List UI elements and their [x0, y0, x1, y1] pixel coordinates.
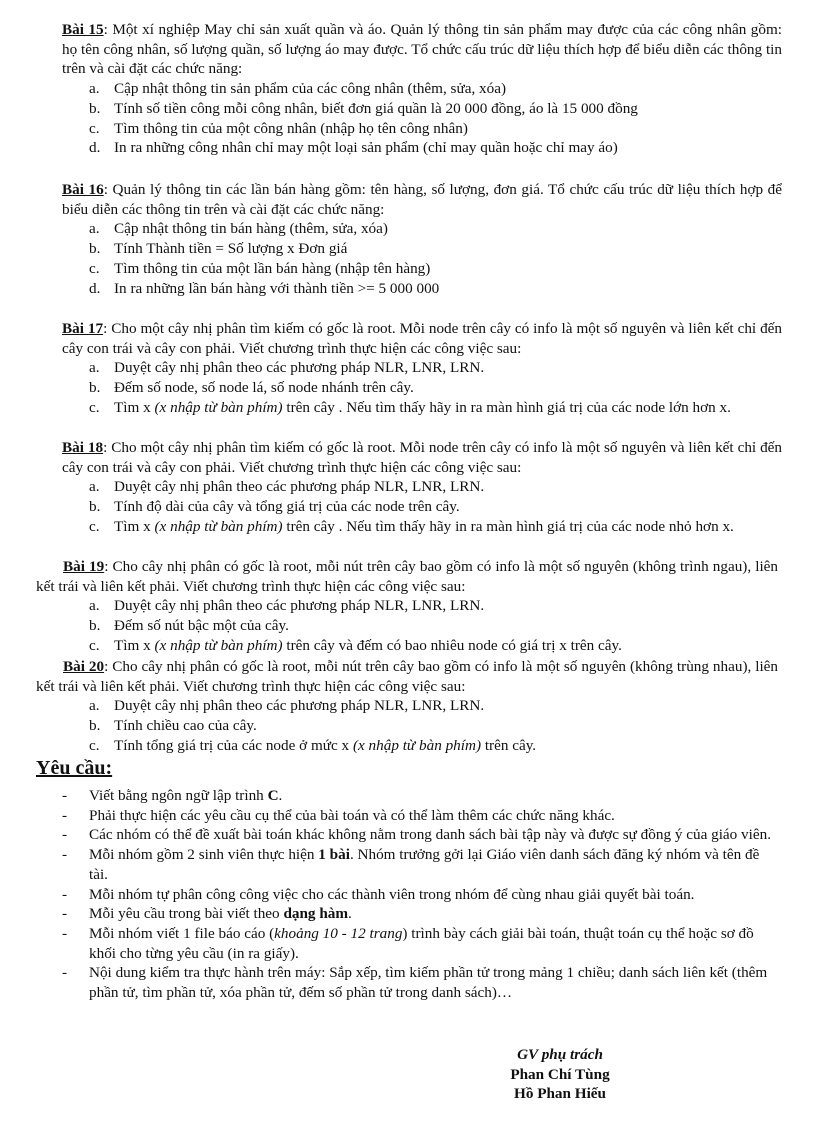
list-item: - Viết bằng ngôn ngữ lập trình C. — [62, 787, 283, 804]
exercise-15-intro: Bài 15: Một xí nghiệp May chỉ sản xuất quần và áo. Quản lý thông tin sản phẩm may được của các công nhân gồm: họ tên công nhân, số lượng quần, số lượng áo may được. Tổ chức cấu trúc dữ liệu thích hợp để biểu diễn các thông tin trên và cài đặt các chức năng: — [62, 21, 782, 78]
list-item: b. Đếm số nút bậc một của cây. — [89, 617, 289, 635]
list-item: - Mỗi nhóm gồm 2 sinh viên thực hiện 1 bài. Nhóm trưởng gởi lại Giáo viên danh sách đăng ký nhóm và tên đề tài. — [62, 846, 760, 883]
list-item: - Mỗi nhóm viết 1 file báo cáo (khoảng 10 - 12 trang) trình bày cách giải bài toán, thuật toán cụ thể hoặc sơ đồ khối cho từng yêu cầu (in ra giấy). — [62, 924, 754, 962]
list-item: - Các nhóm có thể đề xuất bài toán khác không nằm trong danh sách bài tập này và được sự đồng ý của giáo viên. — [62, 826, 772, 844]
signature-role: GV phụ trách — [517, 1046, 603, 1063]
list-item: c. Tìm x (x nhập từ bàn phím) trên cây và đếm có bao nhiêu node có giá trị x trên cây. — [89, 636, 622, 654]
list-item: - Phải thực hiện các yêu cầu cụ thể của bài toán và có thể làm thêm các chức năng khác. — [62, 806, 615, 824]
exercise-20-intro: Bài 20: Cho cây nhị phân có gốc là root, mỗi nút trên cây bao gồm có info là một số nguyên (không trùng nhau), liên kết trái và liên kết phải. Viết chương trình thực hiện các công việc sau: — [36, 658, 779, 695]
list-item: c. Tìm x (x nhập từ bàn phím) trên cây . Nếu tìm thấy hãy in ra màn hình giá trị của các node nhỏ hơn x. — [89, 517, 734, 535]
exercise-19-title: Bài 19 — [63, 558, 105, 575]
exercise-19 — [36, 557, 778, 656]
list-item: a. Cập nhật thông tin sản phẩm của các công nhân (thêm, sửa, xóa) — [89, 80, 507, 98]
list-item: c. Tính tổng giá trị của các node ở mức x (x nhập từ bàn phím) trên cây. — [89, 736, 537, 754]
list-item: d. In ra những công nhân chỉ may một loại sản phẩm (chỉ may quần hoặc chỉ may áo) — [89, 139, 618, 157]
exercise-15-items — [89, 79, 782, 158]
exercise-18 — [62, 438, 782, 537]
exercise-16 — [62, 180, 782, 298]
exercise-15 — [62, 20, 782, 158]
list-item: b. Tính chiều cao của cây. — [89, 717, 257, 735]
list-item: d. In ra những lần bán hàng với thành tiền >= 5 000 000 — [89, 279, 440, 297]
exercise-19-intro: Bài 19: Cho cây nhị phân có gốc là root, mỗi nút trên cây bao gồm có info là một số nguyên (không trình ngau), liên kết trái và liên kết phải. Viết chương trình thực hiện các công việc sau: — [36, 558, 778, 595]
list-item: - Mỗi nhóm tự phân công công việc cho các thành viên trong nhóm để cùng nhau giải quyết bài toán. — [62, 885, 695, 903]
list-item: a. Duyệt cây nhị phân theo các phương pháp NLR, LNR, LRN. — [89, 359, 485, 377]
list-item: c. Tìm thông tin của một lần bán hàng (nhập tên hàng) — [89, 259, 431, 277]
list-item: a. Duyệt cây nhị phân theo các phương pháp NLR, LNR, LRN. — [89, 697, 485, 715]
list-item: c. Tìm thông tin của một công nhân (nhập họ tên công nhân) — [89, 119, 468, 137]
exercise-16-title: Bài 16 — [62, 181, 104, 198]
exercise-20-title: Bài 20 — [63, 658, 105, 675]
exercise-17 — [62, 319, 782, 418]
signature-name-1: Phan Chí Tùng — [510, 1065, 610, 1083]
exercise-18-items — [89, 477, 782, 536]
list-item: b. Tính độ dài của cây và tổng giá trị của các node trên cây. — [89, 498, 460, 516]
exercise-16-items — [89, 219, 782, 298]
exercise-18-title: Bài 18 — [62, 439, 104, 456]
signature-name-2: Hồ Phan Hiếu — [514, 1085, 606, 1102]
list-item: b. Đếm số node, số node lá, số node nhánh trên cây. — [89, 379, 414, 397]
exercise-17-items — [89, 358, 782, 417]
list-item: - Mỗi yêu cầu trong bài viết theo dạng hàm. — [62, 905, 352, 923]
list-item: a. Duyệt cây nhị phân theo các phương pháp NLR, LNR, LRN. — [89, 597, 485, 615]
exercise-18-intro: Bài 18: Cho một cây nhị phân tìm kiếm có gốc là root. Mỗi node trên cây có info là một số nguyên và liên kết chỉ đến cây con trái và cây con phải. Viết chương trình thực hiện các công việc sau: — [62, 439, 782, 476]
exercise-17-intro: Bài 17: Cho một cây nhị phân tìm kiếm có gốc là root. Mỗi node trên cây có info là một số nguyên và liên kết chỉ đến cây con trái và cây con phải. Viết chương trình thực hiện các công việc sau: — [62, 320, 782, 357]
list-item: b. Tính Thành tiền = Số lượng x Đơn giá — [89, 240, 348, 258]
signature-block — [470, 1045, 650, 1104]
exercise-15-title: Bài 15 — [62, 21, 104, 38]
list-item: c. Tìm x (x nhập từ bàn phím) trên cây . Nếu tìm thấy hãy in ra màn hình giá trị của các node lớn hơn x. — [89, 398, 731, 416]
exercise-17-title: Bài 17 — [62, 320, 104, 337]
requirements-list — [62, 786, 777, 1003]
exercise-19-items — [89, 596, 778, 655]
list-item: a. Duyệt cây nhị phân theo các phương pháp NLR, LNR, LRN. — [89, 478, 485, 496]
exercise-20-items — [89, 696, 778, 755]
list-item: - Nội dung kiểm tra thực hành trên máy: Sắp xếp, tìm kiếm phần tử trong mảng 1 chiều; danh sách liên kết (thêm phần tử, tìm phần tử, xóa phần tử, đếm số phần tử trong danh sách)… — [62, 964, 768, 1002]
list-item: b. Tính số tiền công mỗi công nhân, biết đơn giá quần là 20 000 đồng, áo là 15 000 đồng — [89, 99, 638, 117]
exercise-16-intro: Bài 16: Quản lý thông tin các lần bán hàng gồm: tên hàng, số lượng, đơn giá. Tổ chức cấu trúc dữ liệu thích hợp để biểu diễn các thông tin trên và cài đặt các chức năng: — [62, 181, 783, 218]
exercise-20 — [36, 657, 778, 756]
list-item: a. Cập nhật thông tin bán hàng (thêm, sửa, xóa) — [89, 220, 388, 238]
requirements-heading: Yêu cầu: — [36, 757, 113, 779]
